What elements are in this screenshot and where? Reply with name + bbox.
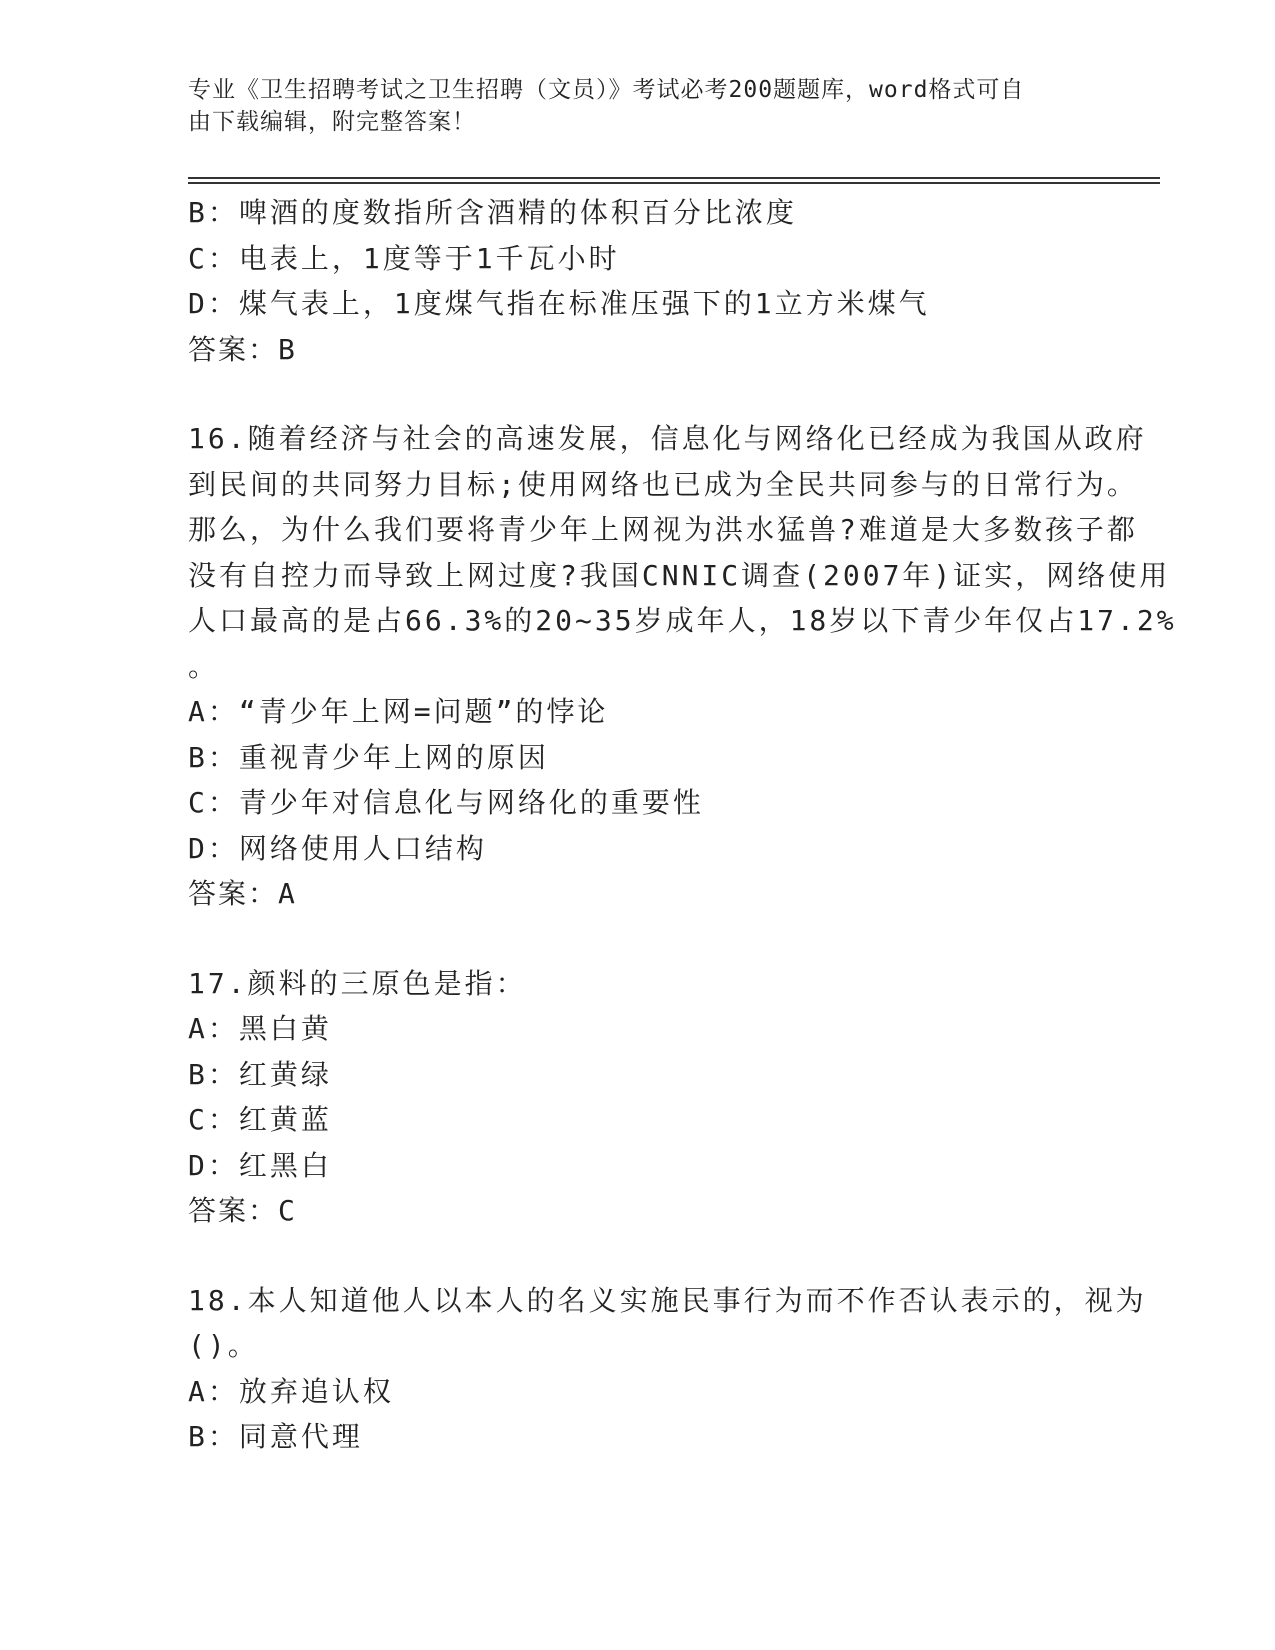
q16-stem-line: 人口最高的是占66.3%的20~35岁成年人，18岁以下青少年仅占17.2% xyxy=(188,604,1177,637)
document-header xyxy=(188,74,1068,138)
header-line-2: 由下载编辑，附完整答案！ xyxy=(188,109,476,135)
q17-option-b: B：红黄绿 xyxy=(188,1057,332,1091)
q15-option-c: C：电表上，1度等于1千瓦小时 xyxy=(188,241,620,275)
q16-stem-line: 那么，为什么我们要将青少年上网视为洪水猛兽?难道是大多数孩子都 xyxy=(188,513,1138,546)
q16-answer: 答案：A xyxy=(188,877,297,910)
q16-option-c: C：青少年对信息化与网络化的重要性 xyxy=(188,786,704,819)
spacer xyxy=(188,1234,1088,1278)
q17-option-d: D：红黑白 xyxy=(188,1148,332,1182)
header-line-1: 专业《卫生招聘考试之卫生招聘（文员）》考试必考200题题库，word格式可自 xyxy=(188,77,1025,103)
spacer xyxy=(188,372,1088,416)
q17-option-c: C：红黄蓝 xyxy=(188,1103,332,1136)
q16-option-a: A：“青少年上网=问题”的悖论 xyxy=(188,695,609,728)
header-divider-bottom xyxy=(188,182,1160,184)
q16-stem-line: 没有自控力而导致上网过度?我国CNNIC调查(2007年)证实，网络使用 xyxy=(188,558,1171,592)
q16-option-d: D：网络使用人口结构 xyxy=(188,831,487,865)
q18-stem-line: 18.本人知道他人以本人的名义实施民事行为而不作否认表示的，视为 xyxy=(188,1283,1147,1317)
q16-stem-line: 。 xyxy=(188,649,220,683)
q17-option-a: A：黑白黄 xyxy=(188,1012,332,1045)
q17-answer: 答案：C xyxy=(188,1194,297,1227)
q17-stem: 17.颜料的三原色是指： xyxy=(188,966,527,1000)
q16-option-b: B：重视青少年上网的原因 xyxy=(188,740,549,774)
q18-stem-line: ()。 xyxy=(188,1329,259,1362)
q16-stem-line: 16.随着经济与社会的高速发展，信息化与网络化已经成为我国从政府 xyxy=(188,422,1147,455)
q16-stem-line: 到民间的共同努力目标;使用网络也已成为全民共同参与的日常行为。 xyxy=(188,467,1138,501)
document-body xyxy=(188,190,1177,1460)
q18-option-b: B：同意代理 xyxy=(188,1420,363,1453)
q15-option-d: D：煤气表上，1度煤气指在标准压强下的1立方米煤气 xyxy=(188,287,930,320)
q18-option-a: A：放弃追认权 xyxy=(188,1374,394,1408)
header-divider-top xyxy=(188,177,1160,179)
q15-option-b: B：啤酒的度数指所含酒精的体积百分比浓度 xyxy=(188,196,797,229)
q15-answer: 答案：B xyxy=(188,332,297,366)
spacer xyxy=(188,917,1088,961)
